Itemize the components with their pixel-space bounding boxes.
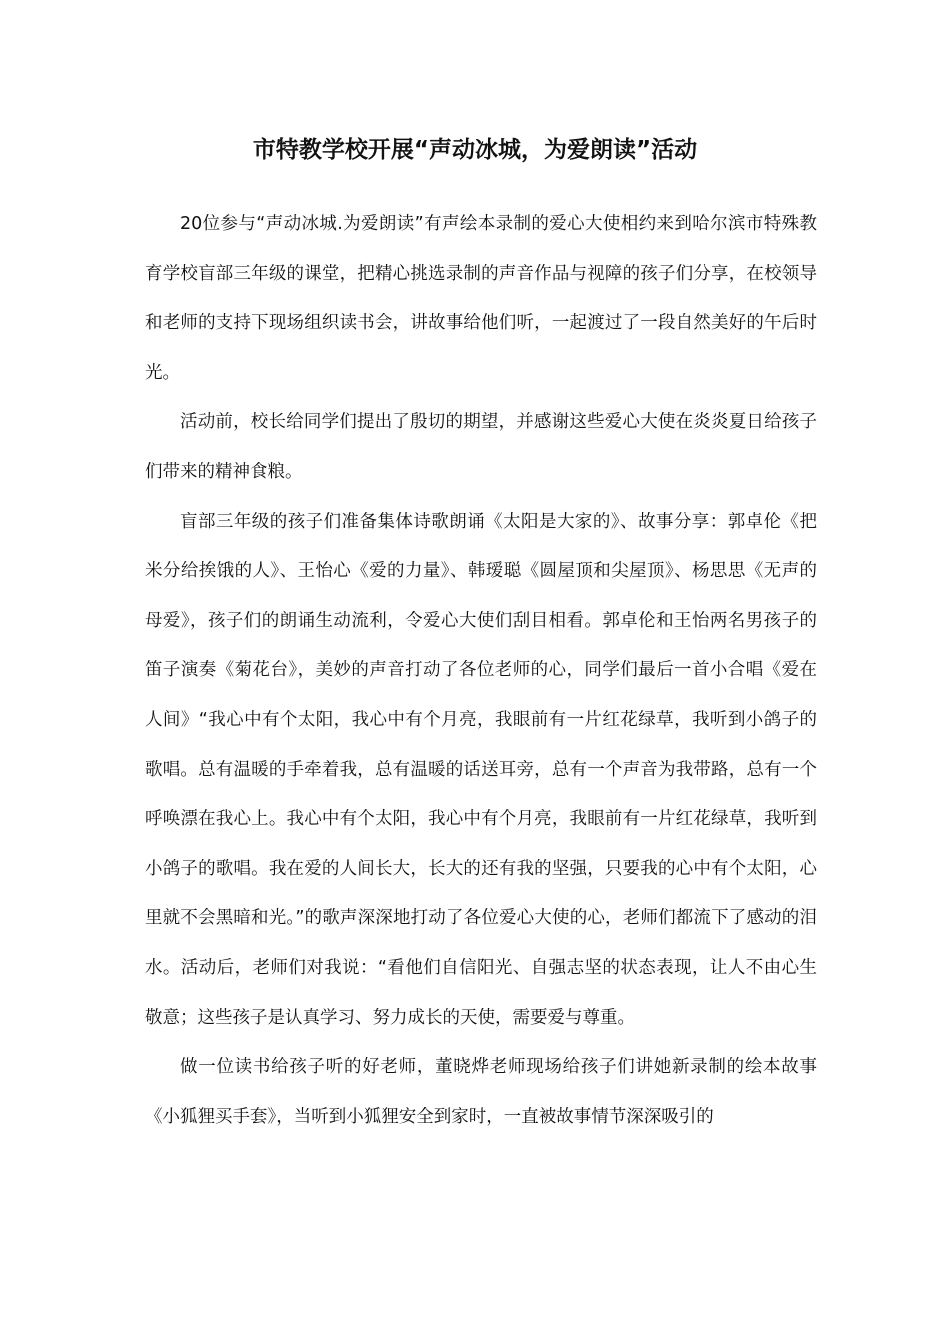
document-title: 市特教学校开展“声动冰城，为爱朗读”活动	[252, 137, 698, 163]
paragraph-storytelling: 做一位读书给孩子听的好老师，董晓烨老师现场给孩子们讲她新录制的绘本故事《小狐狸买手套》，当听到小狐狸安全到家时，一直被故事情节深深吸引的	[145, 1057, 817, 1127]
paragraph-before-activity: 活动前，校长给同学们提出了殷切的期望，并感谢这些爱心大使在炎炎夏日给孩子们带来的精神食粮。	[145, 412, 817, 482]
paragraph-performances: 盲部三年级的孩子们准备集体诗歌朗诵《太阳是大家的》、故事分享：郭卓伦《把米分给挨饿的人》、王怡心《爱的力量》、韩瑷聪《圆屋顶和尖屋顶》、杨思思《无声的母爱》，孩子们的朗诵生动流利，令爱心大使们刮目相看。郭卓伦和王怡两名男孩子的笛子演奏《菊花台》，美妙的声音打动了各位老师的心，同学们最后一首小合唱《爱在人间》“我心中有个太阳，我心中有个月亮，我眼前有一片红花绿草，我听到小鸽子的歌唱。总有温暖的手牵着我，总有温暖的话送耳旁，总有一个声音为我带路，总有一个呼唤漂在我心上。我心中有个太阳，我心中有个月亮，我眼前有一片红花绿草，我听到小鸽子的歌唱。我在爱的人间长大，长大的还有我的坚强，只要我的心中有个太阳，心里就不会黑暗和光。”的歌声深深地打动了各位爱心大使的心，老师们都流下了感动的泪水。活动后，老师们对我说：“看他们自信阳光、自强志坚的状态表现，让人不由心生敬意；这些孩子是认真学习、努力成长的天使，需要爱与尊重。	[145, 511, 817, 1028]
paragraph-intro: 20位参与“声动冰城.为爱朗读”有声绘本录制的爱心大使相约来到哈尔滨市特殊教育学校盲部三年级的课堂，把精心挑选录制的声音作品与视障的孩子们分享，在校领导和老师的支持下现场组织读书会，讲故事给他们听，一起渡过了一段自然美好的午后时光。	[145, 214, 817, 383]
document-body	[145, 200, 817, 1142]
